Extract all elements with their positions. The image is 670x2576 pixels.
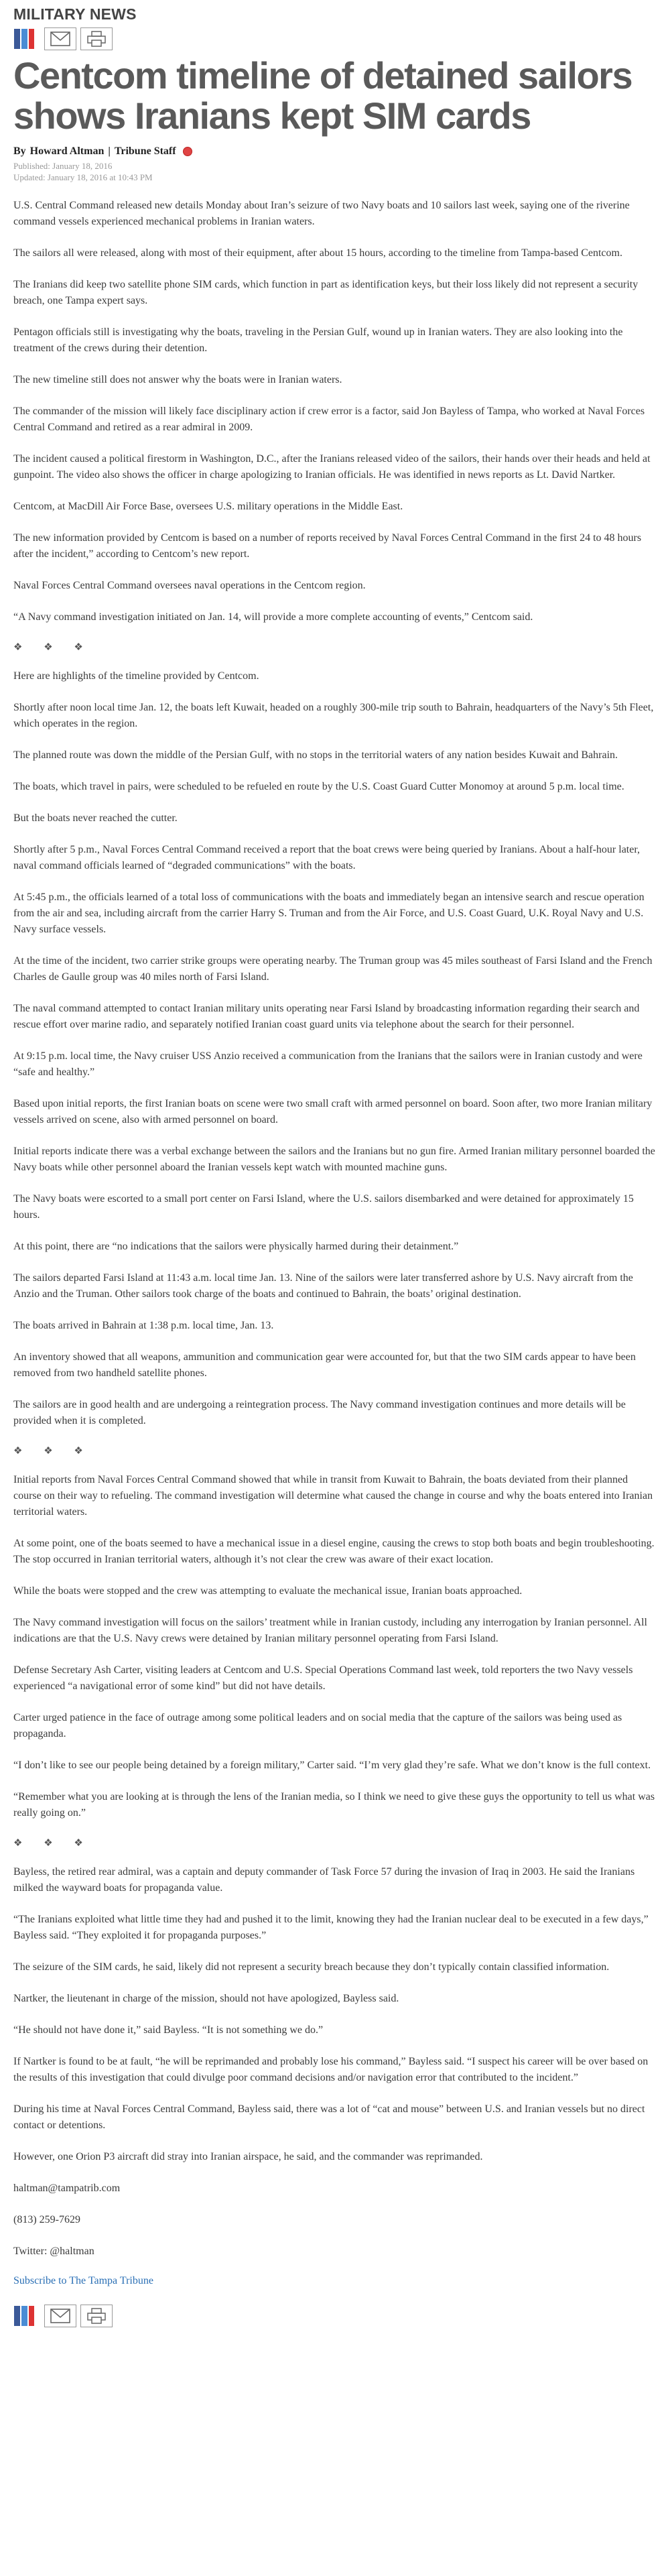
paragraph: The naval command attempted to contact Iranian military units operating near Farsi Island by broadcasting information regarding their search and rescue effort over marine radio, and separately notified Iranian coast guard units via telephone about the search for their personnel.	[13, 1003, 640, 1030]
paragraph: Initial reports indicate there was a verbal exchange between the sailors and the Iranians but no gun fire. Armed Iranian military personnel boarded the Navy boats while other personnel aboard the Iranian vessels kept watch with mounted machine guns.	[13, 1146, 655, 1173]
paragraph: Bayless, the retired rear admiral, was a captain and deputy commander of Task Force 57 during the invasion of Iraq in 2003. He said the Iranians milked the wayward boats for propaganda value.	[13, 1866, 635, 1894]
paragraph: The Navy command investigation will focus on the sailors’ treatment while in Iranian custody, including any interrogation by Iranian personnel. All indications are that the U.S. Navy crews were detained by Iranian military personnel operating from Farsi Island.	[13, 1617, 647, 1644]
paragraph: “The Iranians exploited what little time they had and pushed it to the limit, knowing they had the Iranian nuclear deal to be executed in a few days,” Bayless said. “They exploited it for propaganda purposes.”	[13, 1914, 649, 1941]
share-toolbar-bottom	[13, 2303, 657, 2329]
section-label: MILITARY NEWS	[13, 5, 137, 23]
paragraph: “I don’t like to see our people being detained by a foreign military,” Carter said. “I’m very glad they’re safe. What we don’t know is the full context.	[13, 1760, 651, 1771]
paragraph: Nartker, the lieutenant in charge of the mission, should not have apologized, Bayless said.	[13, 1993, 399, 2004]
paragraph: However, one Orion P3 aircraft did stray into Iranian airspace, he said, and the commander was reprimanded.	[13, 2151, 483, 2162]
email-share-button[interactable]	[44, 2305, 76, 2327]
byline-author[interactable]: Howard Altman	[29, 145, 105, 157]
email-share-button[interactable]	[44, 27, 76, 50]
author-email: haltman@tampatrib.com	[13, 2183, 121, 2194]
paragraph: The incident caused a political firestorm in Washington, D.C., after the Iranians released video of the sailors, their hands over their heads and held at gunpoint. The video also shows the officer in charge apologizing to Iranian officials. He was identified in news reports as Lt. David Nartker.	[13, 453, 651, 481]
published-date: Published: January 18, 2016	[13, 161, 113, 171]
paragraph: Carter urged patience in the face of outrage among some political leaders and on social media that the capture of the sailors was being used as propaganda.	[13, 1712, 622, 1739]
paragraph: At 5:45 p.m., the officials learned of a total loss of communications with the boats and immediately began an intensive search and rescue operation from the air and sea, including aircraft from the carrier Harry S. Truman and from the Air Force, and U.S. Coast Guard, U.K. Royal Navy and U.S. Navy surface vessels.	[13, 892, 645, 935]
article-body	[13, 198, 657, 2287]
subscribe-link[interactable]: Subscribe to The Tampa Tribune	[13, 2275, 153, 2286]
paragraph: Pentagon officials still is investigating why the boats, traveling in the Persian Gulf, wound up in Iranian waters. They are also looking into the treatment of the crews during their detention.	[13, 326, 623, 354]
byline-prefix: By	[13, 145, 26, 157]
paragraph: The sailors departed Farsi Island at 11:43 a.m. local time Jan. 13. Nine of the sailors were later transferred ashore by U.S. Navy aircraft from the Anzio and the Truman. Other sailors took charge of the boats and continued to Bahrain, the boats’ original destination.	[13, 1272, 633, 1300]
section-divider: ❖ ❖ ❖	[13, 642, 92, 653]
byline	[13, 145, 657, 158]
paragraph: Here are highlights of the timeline provided by Centcom.	[13, 670, 259, 682]
print-share-button[interactable]	[80, 2305, 113, 2327]
author-follow-icon[interactable]	[183, 147, 192, 156]
paragraph: Based upon initial reports, the first Iranian boats on scene were two small craft with armed personnel on board. Soon after, two more Iranian military vessels arrived on scene, also with armed personnel on board.	[13, 1098, 653, 1125]
paragraph: Shortly after noon local time Jan. 12, the boats left Kuwait, headed on a roughly 300-mile trip south to Bahrain, headquarters of the Navy’s 5th Fleet, which operates in the region.	[13, 702, 654, 729]
byline-staff: Tribune Staff	[114, 145, 176, 157]
paragraph: Defense Secretary Ash Carter, visiting leaders at Centcom and U.S. Special Operations Command last week, told reporters the two Navy vessels experienced “a navigational error of some kind” but did not have details.	[13, 1664, 633, 1692]
paragraph: An inventory showed that all weapons, ammunition and communication gear were accounted for, but that the two SIM cards appear to have been removed from two handheld satellite phones.	[13, 1351, 636, 1379]
paragraph: At the time of the incident, two carrier strike groups were operating nearby. The Truman group was 45 miles southeast of Farsi Island and the French Charles de Gaulle group was 40 miles north of Farsi Island.	[13, 955, 653, 983]
paragraph: But the boats never reached the cutter.	[13, 812, 178, 824]
facebook-icon	[13, 27, 40, 50]
paragraph: While the boats were stopped and the crew was attempting to evaluate the mechanical issue, Iranian boats approached.	[13, 1585, 523, 1597]
paragraph: The commander of the mission will likely face disciplinary action if crew error is a factor, said Jon Bayless of Tampa, who worked at Naval Forces Central Command and retired as a rear admiral in 2009.	[13, 406, 645, 433]
byline-separator: |	[108, 145, 111, 157]
paragraph: The boats arrived in Bahrain at 1:38 p.m. local time, Jan. 13.	[13, 1320, 274, 1331]
paragraph: The boats, which travel in pairs, were scheduled to be refueled en route by the U.S. Coast Guard Cutter Monomoy at around 5 p.m. local time.	[13, 781, 624, 792]
paragraph: Naval Forces Central Command oversees naval operations in the Centcom region.	[13, 580, 366, 591]
headline: Centcom timeline of detained sailors shows Iranians kept SIM cards	[13, 54, 632, 137]
print-icon	[86, 31, 107, 47]
facebook-share-button[interactable]	[13, 2305, 40, 2327]
email-icon	[50, 32, 70, 46]
paragraph: “Remember what you are looking at is through the lens of the Iranian media, so I think we need to give these guys the opportunity to tell us what was really going on.”	[13, 1791, 655, 1819]
paragraph: During his time at Naval Forces Central Command, Bayless said, there was a lot of “cat and mouse” between U.S. and Iranian vessels but no direct contact or detentions.	[13, 2103, 645, 2131]
paragraph: The seizure of the SIM cards, he said, likely did not represent a security breach because they don’t typically contain classified information.	[13, 1961, 610, 1973]
paragraph: If Nartker is found to be at fault, “he will be reprimanded and probably lose his command,” Bayless said. “I suspect his career will be over based on the results of this investigation that could divulge poor command decisions and/or navigation error that contributed to the incident.”	[13, 2056, 649, 2083]
facebook-share-button[interactable]	[13, 27, 40, 50]
paragraph: “A Navy command investigation initiated on Jan. 14, will provide a more complete accounting of events,” Centcom said.	[13, 611, 533, 623]
paragraph: The Navy boats were escorted to a small port center on Farsi Island, where the U.S. sailors disembarked and were detained for approximately 15 hours.	[13, 1193, 634, 1221]
share-toolbar-top	[13, 26, 657, 52]
paragraph: The planned route was down the middle of the Persian Gulf, with no stops in the territorial waters of any nation besides Kuwait and Bahrain.	[13, 749, 618, 761]
facebook-icon	[13, 2305, 40, 2327]
author-twitter: Twitter: @haltman	[13, 2246, 94, 2257]
print-icon	[86, 2308, 107, 2324]
paragraph: The new information provided by Centcom is based on a number of reports received by Naval Forces Central Command in the first 24 to 48 hours after the incident,” according to Centcom’s new report.	[13, 532, 642, 560]
section-divider: ❖ ❖ ❖	[13, 1838, 92, 1849]
author-phone: (813) 259-7629	[13, 2214, 80, 2225]
paragraph: At this point, there are “no indications that the sailors were physically harmed during their detainment.”	[13, 1241, 459, 1252]
paragraph: The Iranians did keep two satellite phone SIM cards, which function in part as identification keys, but their loss likely did not represent a security breach, one Tampa expert says.	[13, 279, 639, 306]
paragraph: The sailors are in good health and are undergoing a reintegration process. The Navy command investigation continues and more details will be provided when it is completed.	[13, 1399, 626, 1426]
article-page	[0, 5, 670, 2329]
paragraph: Shortly after 5 p.m., Naval Forces Central Command received a report that the boat crews were being queried by Iranians. About a half-hour later, naval command officials learned of “degraded communications” with the boats.	[13, 844, 641, 871]
paragraph: At some point, one of the boats seemed to have a mechanical issue in a diesel engine, causing the crews to stop both boats and begin troubleshooting. The stop occurred in Iranian territorial waters, although it’s not clear the crew was aware of their exact location.	[13, 1538, 655, 1565]
paragraph: U.S. Central Command released new details Monday about Iran’s seizure of two Navy boats and 10 sailors last week, saying one of the riverine command vessels experienced mechanical problems in Iranian waters.	[13, 200, 630, 227]
updated-date: Updated: January 18, 2016 at 10:43 PM	[13, 172, 153, 182]
email-icon	[50, 2309, 70, 2323]
paragraph: The new timeline still does not answer why the boats were in Iranian waters.	[13, 374, 342, 385]
paragraph: “He should not have done it,” said Bayless. “It is not something we do.”	[13, 2024, 324, 2036]
paragraph: Centcom, at MacDill Air Force Base, oversees U.S. military operations in the Middle East.	[13, 501, 403, 512]
paragraph: At 9:15 p.m. local time, the Navy cruiser USS Anzio received a communication from the Iranians that the sailors were in Iranian custody and were “safe and healthy.”	[13, 1050, 643, 1078]
paragraph: The sailors all were released, along with most of their equipment, after about 15 hours, according to the timeline from Tampa-based Centcom.	[13, 247, 622, 259]
print-share-button[interactable]	[80, 27, 113, 50]
paragraph: Initial reports from Naval Forces Central Command showed that while in transit from Kuwait to Bahrain, the boats deviated from their planned course on their way to refueling. The command investigation will determine what caused the change in course and why the boats entered into Iranian territorial waters.	[13, 1474, 653, 1518]
section-divider: ❖ ❖ ❖	[13, 1446, 92, 1457]
